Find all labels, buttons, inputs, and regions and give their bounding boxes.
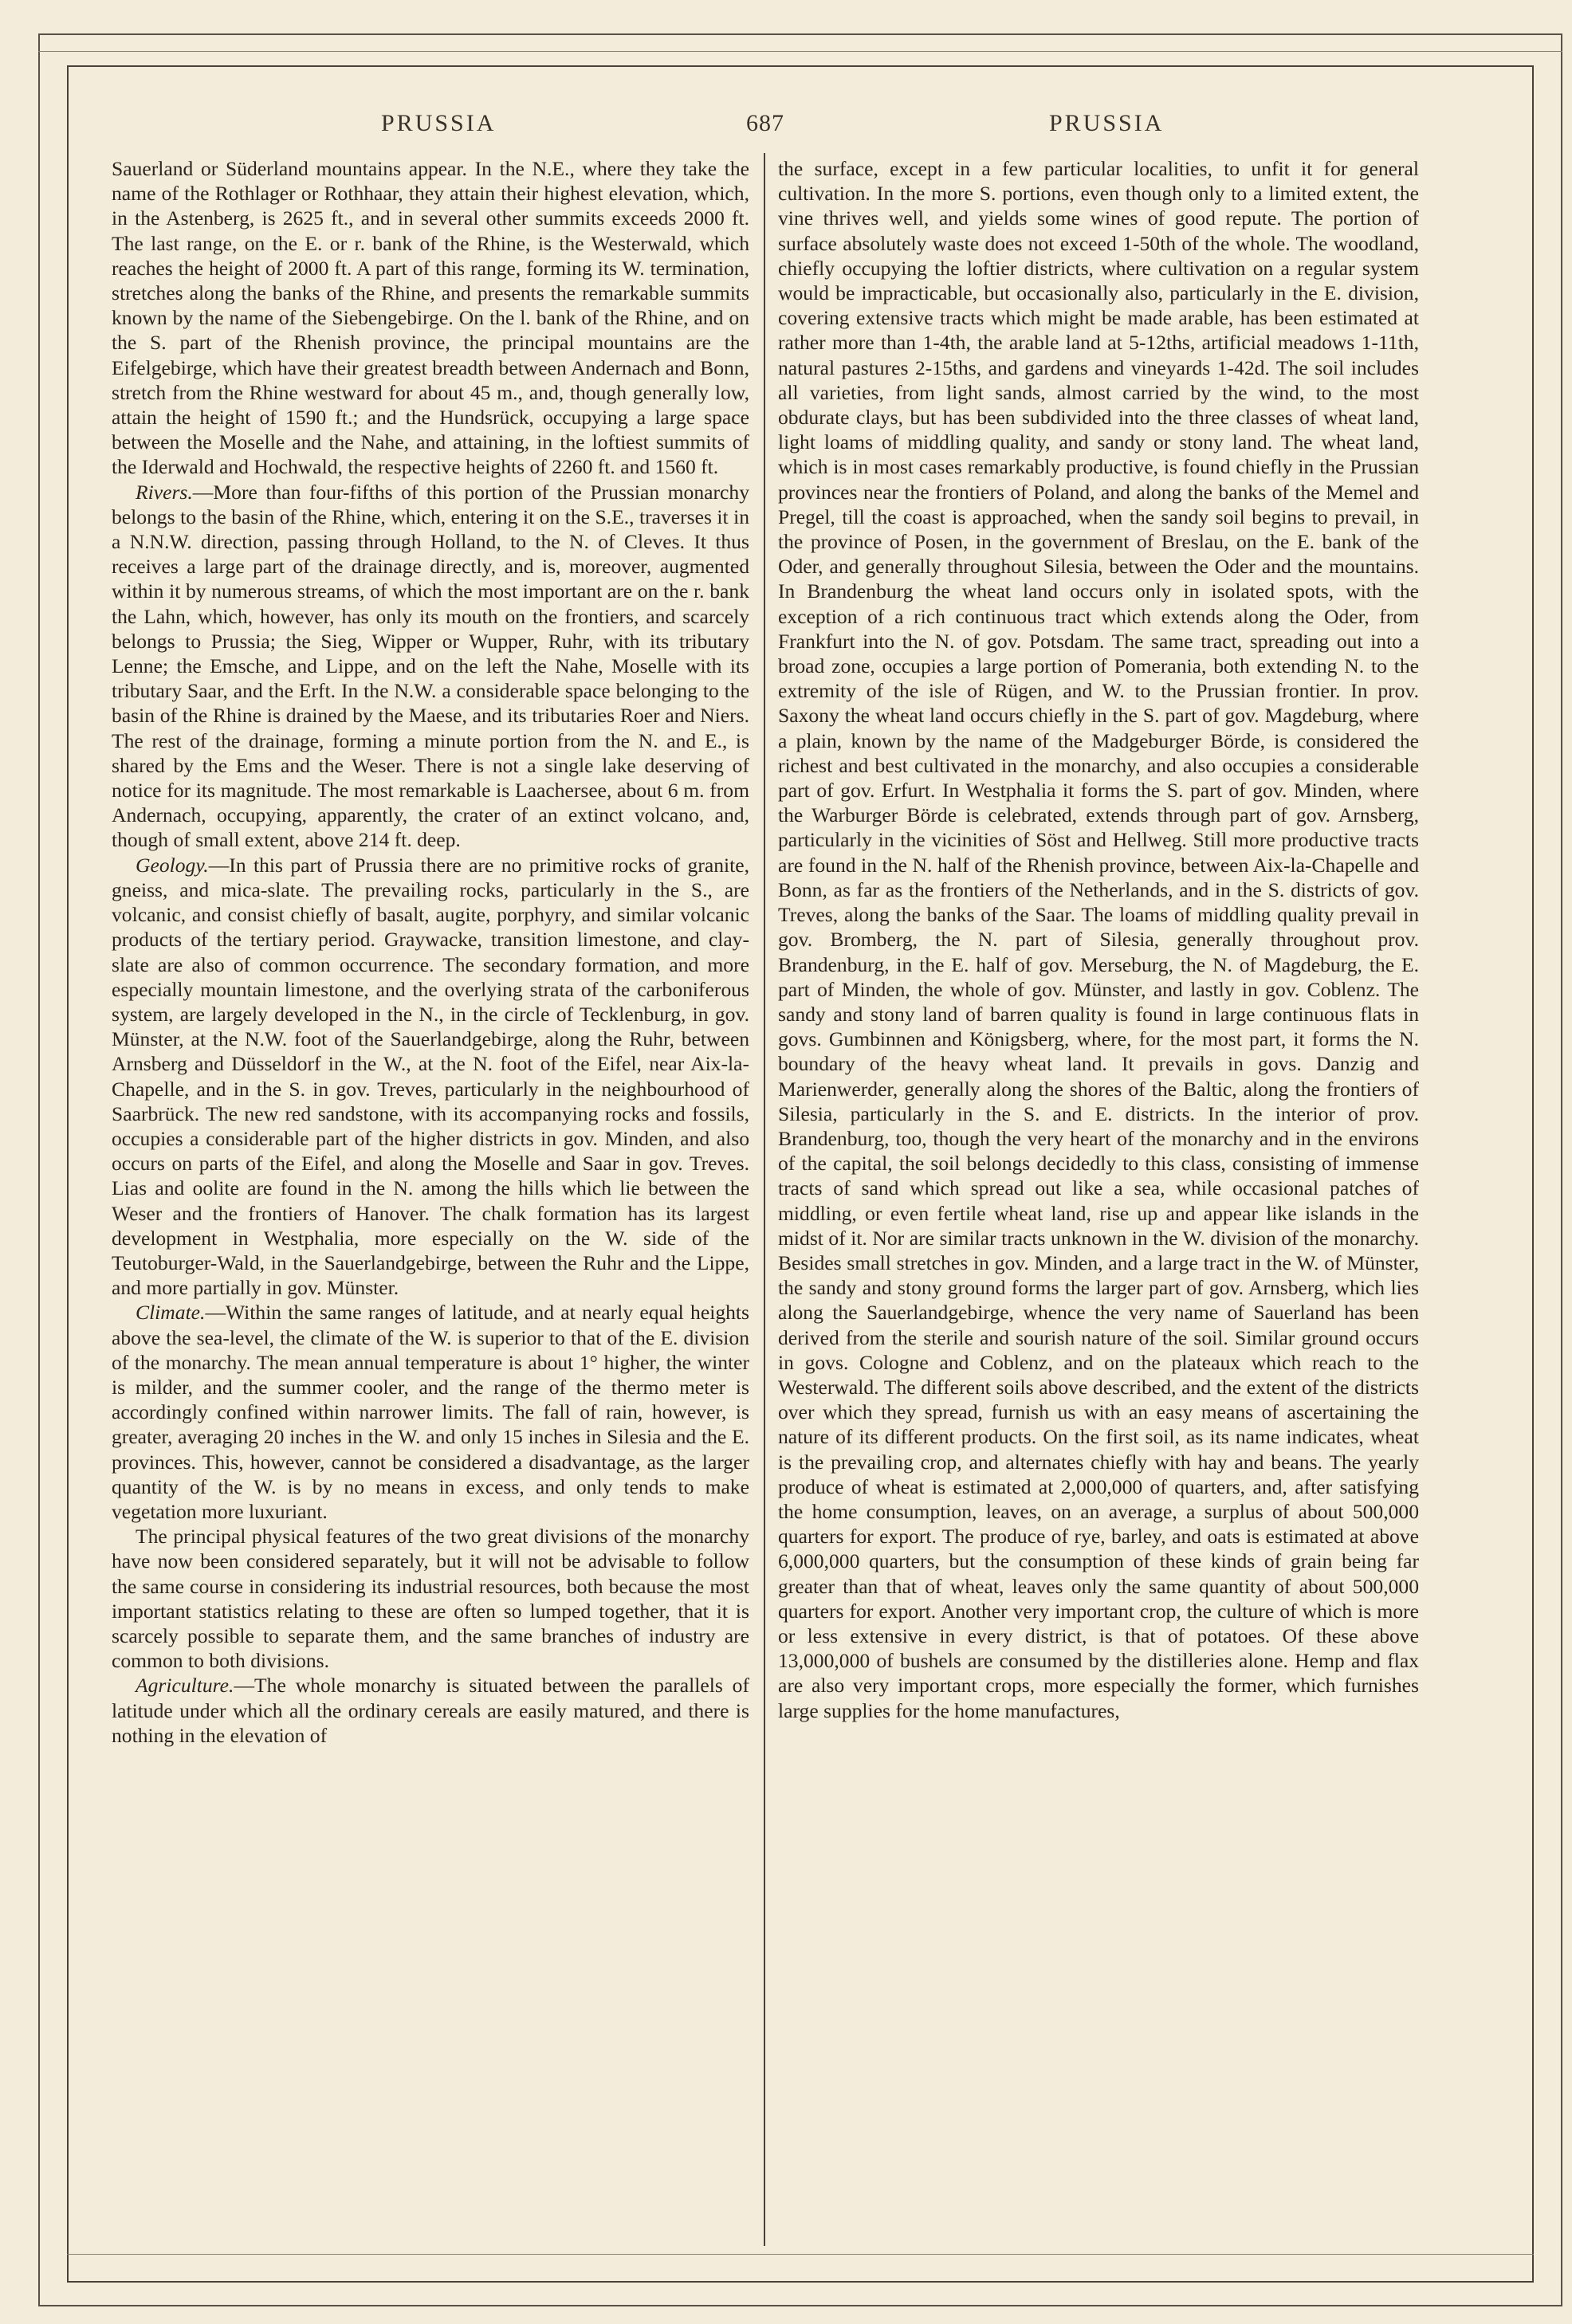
section-heading-rivers: Rivers. xyxy=(136,480,193,504)
page-top-rule xyxy=(38,51,1562,52)
paragraph-soil-and-crops: the surface, except in a few particular localities, to unfit it for general cultivation. In the more S. portions, even though only to a limited extent, the vine thrives well, and yields some wines of good repute. The portion of surface absolutely waste does not exceed 1-50th of the whole. The woodland, chiefly occupying the loftier districts, where cultivation on a regular system would be impracticable, but occasionally also, particularly in the E. division, covering extensive tracts which might be made arable, has been estimated at rather more than 1-4th, the arable land at 5-12ths, artificial meadows 1-11th, natural pastures 2-15ths, and gardens and vineyards 1-42d. The soil includes all varieties, from light sands, almost carried by the wind, to the most obdurate clays, but has been subdivided into the three classes of wheat land, light loams of middling quality, and sandy or stony land. The wheat land, which is in most cases remarkably productive, is found chiefly in the Prussian provinces near the frontiers of Poland, and along the banks of the Memel and Pregel, till the coast is approached, when the sandy soil begins to prevail, in the province of Posen, in the government of Breslau, on the E. bank of the Oder, and generally throughout Silesia, between the Oder and the mountains. In Brandenburg the wheat land occurs only in isolated spots, with the exception of a rich continuous tract which extends along the Oder, from Frankfurt into the N. of gov. Potsdam. The same tract, spreading out into a broad zone, occupies a large portion of Pomerania, both extending N. to the extremity of the isle of Rügen, and W. to the Prussian frontier. In prov. Saxony the wheat land occurs chiefly in the S. part of gov. Magdeburg, where a plain, known by the name of the Madgeburger Börde, is considered the richest and best cultivated in the monarchy, and also occupies a considerable part of gov. Erfurt. In Westphalia it forms the S. part of gov. Minden, where the Warburger Börde is celebrated, extends through part of gov. Arnsberg, particularly in the vicinities of Söst and Hellweg. Still more productive tracts are found in the N. half of the Rhenish province, between Aix-la-Chapelle and Bonn, as far as the frontiers of the Netherlands, and in the S. districts of gov. Treves, along the banks of the Saar. The loams of middling quality prevail in gov. Bromberg, the N. part of Silesia, generally throughout prov. Brandenburg, in the E. half of gov. Merseburg, the N. of Magdeburg, the E. part of Minden, the whole of gov. Münster, and lastly in gov. Coblenz. The sandy and stony land of barren quality is found in large continuous flats in govs. Gumbinnen and Königsberg, where, for the most part, it forms the N. boundary of the heavy wheat land. It prevails in govs. Danzig and Marienwerder, generally along the shores of the Baltic, along the frontiers of Silesia, particularly in the S. and E. districts. In the interior of prov. Brandenburg, too, though the very heart of the monarchy and in the environs of the capital, the soil belongs decidedly to this class, consisting of immense tracts of sand which spread out like a sea, while occasional patches of middling, or even fertile wheat land, rise up and appear like islands in the midst of it. Nor are similar tracts unknown in the W. division of the monarchy. Besides small stretches in gov. Minden, and a large tract in the W. of Münster, the sandy and stony ground forms the larger part of gov. Arnsberg, which lies along the Sauerlandgebirge, whence the very name of Sauerland has been derived from the sterile and sourish nature of the soil. Similar ground occurs in govs. Cologne and Coblenz, and on the plateaux which reach to the Westerwald. The different soils above described, and the extent of the districts over which they spread, furnish us with an easy means of ascertaining the nature of its different products. On the first soil, as its name indicates, wheat is the prevailing crop, and alternates chiefly with hay and beans. The yearly produce of wheat is estimated at 2,000,000 of quarters, and, after satisfying the home consumption, leaves, on an average, a surplus of about 500,000 quarters for export. The produce of rye, barley, and oats is estimated at above 6,000,000 quarters, but the consumption of these kinds of grain being far greater than that of wheat, leaves only the same quantity of about 500,000 quarters for export. Another very important crop, the culture of which is more or less extensive in every district, is that of potatoes. Of these above 13,000,000 of bushels are consumed by the distilleries alone. Hemp and flax are also very important crops, more especially the former, which furnishes large supplies for the home manufactures, xyxy=(778,157,1419,1722)
section-heading-geology: Geology. xyxy=(136,853,209,877)
right-column xyxy=(778,156,1419,2244)
running-head-right: PRUSSIA xyxy=(1049,110,1165,136)
section-heading-climate: Climate. xyxy=(136,1301,206,1325)
page-bottom-rule xyxy=(67,2254,1534,2255)
paragraph-physical-features: The principal physical features of the two great divisions of the monarchy have now been considered separately, but it will not be advisable to follow the same course in considering its industrial resources, both because the most important statistics relating to these are often so lumped together, that it is scarcely possible to separate them, and the same branches of industry are common to both divisions. xyxy=(112,1525,749,1673)
left-column xyxy=(112,156,749,2244)
running-head-left: PRUSSIA xyxy=(381,110,497,136)
paragraph-agriculture xyxy=(112,1673,749,1748)
section-heading-agriculture: Agriculture. xyxy=(136,1674,234,1698)
column-divider xyxy=(764,153,765,2246)
paragraph-geology xyxy=(112,853,749,1301)
section-text-climate: —Within the same ranges of latitude, and at nearly equal heights above the sea-level, the climate of the W. is superior to that of the E. division of the monarchy. The mean annual temperature is about 1° higher, the winter is milder, and the summer cooler, and the range of the thermo meter is accordingly confined within narrower limits. The fall of rain, however, is greater, averaging 20 inches in the W. and only 15 inches in Silesia and the E. provinces. This, however, cannot be considered a disadvantage, as the larger quantity of the W. is by no means in excess, and only tends to make vegetation more luxuriant. xyxy=(112,1301,749,1523)
paragraph-mountains: Sauerland or Süderland mountains appear. In the N.E., where they take the name of the Rothlager or Rothhaar, they attain their highest elevation, which, in the Astenberg, is 2625 ft., and in several other summits exceeds 2000 ft. The last range, on the E. or r. bank of the Rhine, is the Westerwald, which reaches the height of 2000 ft. A part of this range, forming its W. termination, stretches along the banks of the Rhine, and presents the remarkable summits known by the name of the Siebengebirge. On the l. bank of the Rhine, and on the S. part of the Rhenish province, the principal mountains are the Eifelgebirge, which have their greatest breadth between Andernach and Bonn, stretch from the Rhine westward for about 45 m., and, though generally low, attain the height of 1590 ft.; and the Hundsrück, occupying a large space between the Moselle and the Nahe, and attaining, in the loftiest summits of the Iderwald and Hochwald, the respective heights of 2260 ft. and 1560 ft. xyxy=(112,157,749,479)
section-text-agriculture: —The whole monarchy is situated between the parallels of latitude under which all the ordinary cereals are easily matured, and there is nothing in the elevation of xyxy=(112,1674,749,1747)
section-text-geology: —In this part of Prussia there are no primitive rocks of granite, gneiss, and mica-slate. The prevailing rocks, particularly in the S., are volcanic, and consist chiefly of basalt, augite, porphyry, and similar volcanic products of the tertiary period. Graywacke, transition limestone, and clay-slate are also of common occurrence. The secondary formation, and more especially mountain limestone, and the overlying strata of the carboniferous system, are largely developed in the N., in the circle of Tecklenburg, in gov. Münster, at the N.W. foot of the Sauerlandgebirge, along the Ruhr, between Arnsberg and Düsseldorf in the W., at the N. foot of the Eifel, near Aix-la-Chapelle, and in the S. in gov. Treves, particularly in the neighbourhood of Saarbrück. The new red sandstone, with its accompanying rocks and fossils, occupies a considerable part of the higher districts in gov. Minden, and also occurs on parts of the Eifel, and along the Moselle and Saar in gov. Treves. Lias and oolite are found in the N. among the hills which lie between the Weser and the frontiers of Hanover. The chalk formation has its largest development in Westphalia, more especially on the W. side of the Teutoburger-Wald, in the Sauerlandgebirge, between the Ruhr and the Lippe, and more partially in gov. Münster. xyxy=(112,853,749,1300)
paragraph-climate xyxy=(112,1300,749,1524)
paragraph-rivers xyxy=(112,480,749,853)
section-text-rivers: —More than four-fifths of this portion of the Prussian monarchy belongs to the basin of the Rhine, which, entering it on the S.E., traverses it in a N.N.W. direction, passing through Holland, to the N. of Cleves. It thus receives a large part of the drainage directly, and is, moreover, augmented within it by numerous streams, of which the most important are on the r. bank the Lahn, which, however, has only its mouth on the frontiers, and scarcely belongs to Prussia; the Sieg, Wipper or Wupper, Ruhr, with its tributary Lenne; the Emsche, and Lippe, and on the left the Nahe, Moselle with its tributary Saar, and the Erft. In the N.W. a considerable space belonging to the basin of the Rhine is drained by the Maese, and its tributaries Roer and Niers. The rest of the drainage, forming a minute portion from the N. and E., is shared by the Ems and the Weser. There is not a single lake deserving of notice for its magnitude. The most remarkable is Laachersee, about 6 m. from Andernach, occupying, apparently, the crater of an extinct volcano, and, though of small extent, above 214 ft. deep. xyxy=(112,480,749,852)
page-number: 687 xyxy=(746,110,784,136)
